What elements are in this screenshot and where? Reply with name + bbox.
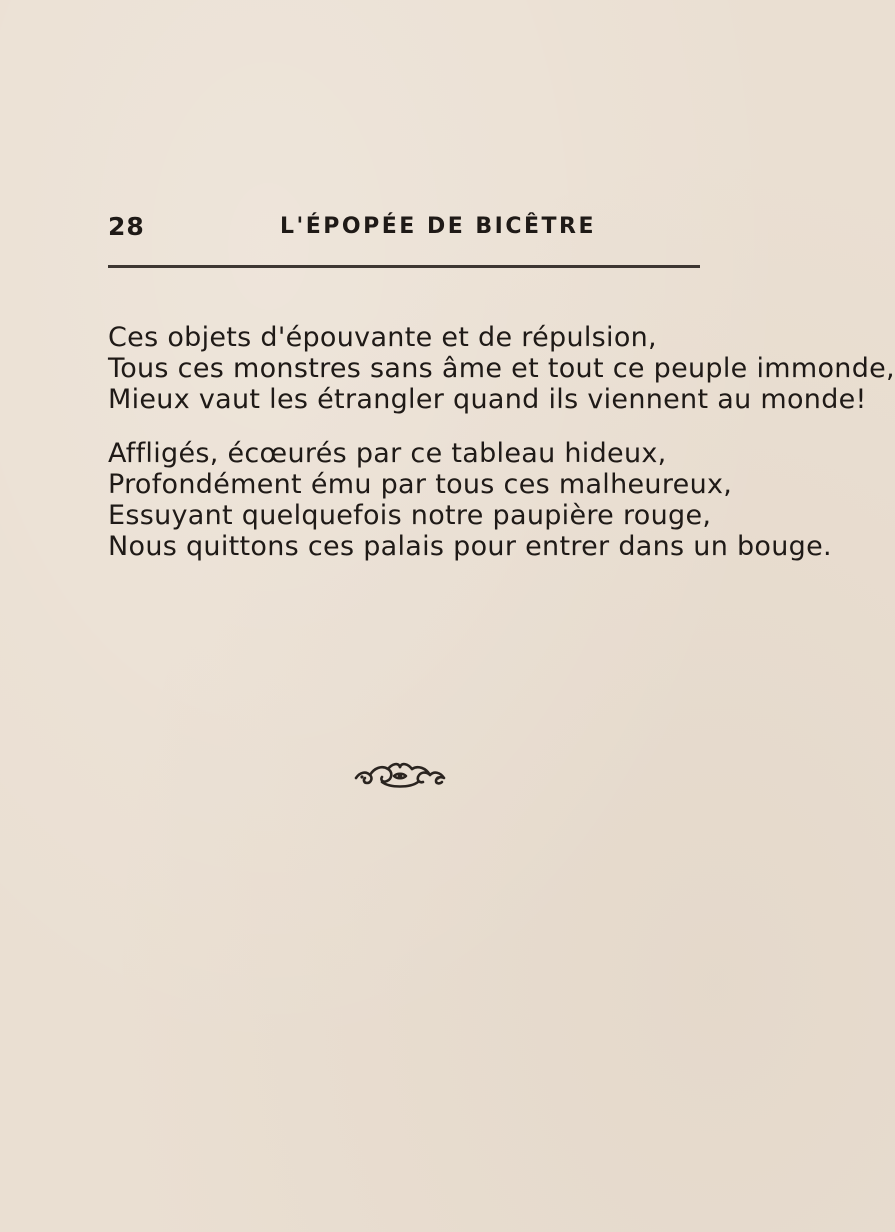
verse-line: Affligés, écœurés par ce tableau hideux, [108,438,667,469]
running-title: L'ÉPOPÉE DE BICÊTRE [280,214,597,239]
verse-line: Tous ces monstres sans âme et tout ce peuple immonde, [108,353,895,384]
stanza-2 [108,438,832,562]
floral-fleuron-icon [352,756,448,792]
stanza-1 [108,322,895,415]
verse-line: Nous quittons ces palais pour entrer dans un bouge. [108,531,832,562]
running-head [108,212,700,252]
header-rule [108,265,700,268]
verse-line: Ces objets d'épouvante et de répulsion, [108,322,657,353]
verse-line: Essuyant quelquefois notre paupière rouge, [108,500,712,531]
verse-line: Mieux vaut les étrangler quand ils viennent au monde! [108,384,867,415]
verse-line: Profondément ému par tous ces malheureux, [108,469,733,500]
page-number: 28 [108,212,145,241]
